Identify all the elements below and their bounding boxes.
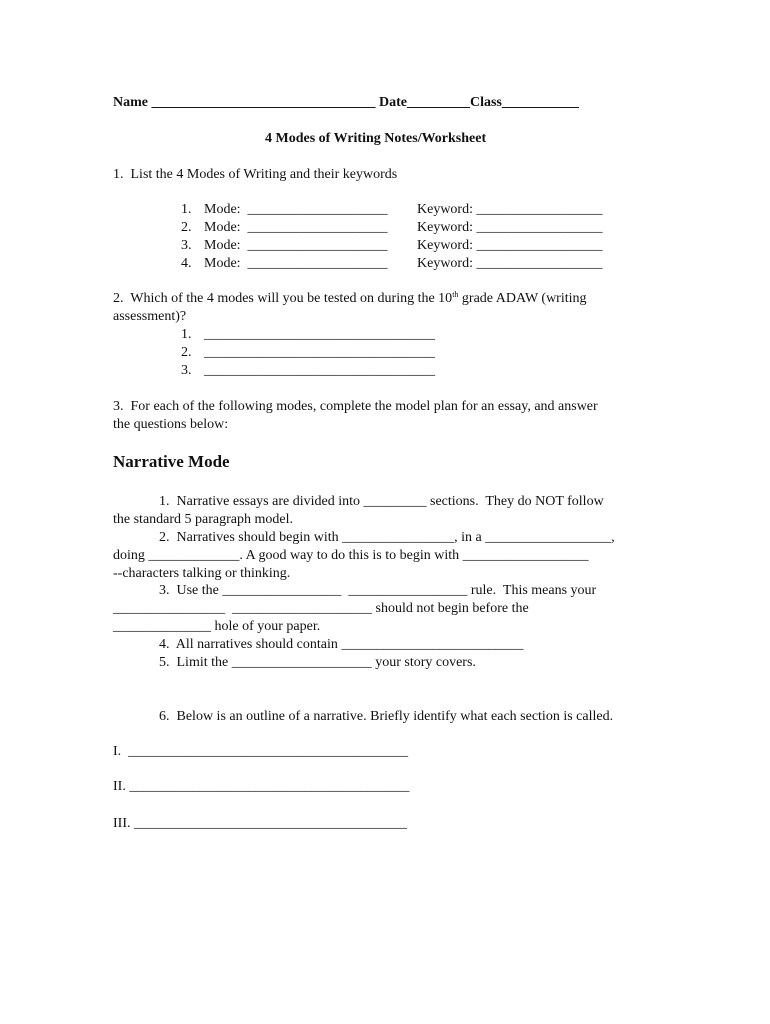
mode-item-number: 1.: [181, 202, 192, 217]
mode-item-number: 3.: [181, 238, 192, 253]
note-line: 2. Narratives should begin with ________________, in a __________________,: [159, 530, 615, 545]
name-date-class-line: Name ________________________________ Date_________Class___________: [113, 95, 579, 110]
keyword-blank: Keyword: __________________: [417, 256, 603, 271]
narrative-mode-heading: Narrative Mode: [113, 452, 230, 471]
keyword-blank: Keyword: __________________: [417, 238, 603, 253]
note-line: --characters talking or thinking.: [113, 566, 291, 581]
note-line: 1. Narrative essays are divided into _________ sections. They do NOT follow: [159, 494, 604, 509]
mode-item-number: 2.: [181, 220, 192, 235]
outline-item: II. ________________________________________: [113, 779, 410, 794]
answer-blank: _________________________________: [204, 327, 435, 342]
answer-blank: _________________________________: [204, 345, 435, 360]
answer-number: 1.: [181, 327, 192, 342]
question-2-prompt: 2. Which of the 4 modes will you be tested on during the 10th grade ADAW (writing: [113, 290, 587, 306]
note-line: the standard 5 paragraph model.: [113, 512, 293, 527]
mode-blank: Mode: ____________________: [204, 238, 388, 253]
note-line: 4. All narratives should contain __________________________: [159, 637, 524, 652]
outline-item: I. ________________________________________: [113, 744, 409, 759]
question-3-prompt-cont: the questions below:: [113, 417, 229, 432]
note-line: 5. Limit the ____________________ your story covers.: [159, 655, 476, 670]
keyword-blank: Keyword: __________________: [417, 220, 603, 235]
answer-blank: _________________________________: [204, 363, 435, 378]
note-line: ________________ ____________________ should not begin before the: [113, 601, 529, 616]
question-3-prompt: 3. For each of the following modes, complete the model plan for an essay, and answer: [113, 399, 598, 414]
keyword-blank: Keyword: __________________: [417, 202, 603, 217]
question-1-prompt: 1. List the 4 Modes of Writing and their keywords: [113, 167, 398, 182]
question-2-prompt-cont: assessment)?: [113, 309, 187, 324]
mode-item-number: 4.: [181, 256, 192, 271]
answer-number: 2.: [181, 345, 192, 360]
note-line: 3. Use the _________________ _________________ rule. This means your: [159, 583, 597, 598]
answer-number: 3.: [181, 363, 192, 378]
worksheet-title: 4 Modes of Writing Notes/Worksheet: [265, 131, 487, 146]
note-line: doing _____________. A good way to do this is to begin with __________________: [113, 548, 589, 563]
outline-item: III. _______________________________________: [113, 816, 407, 831]
mode-blank: Mode: ____________________: [204, 256, 388, 271]
note-line: ______________ hole of your paper.: [113, 619, 321, 634]
question-6-prompt: 6. Below is an outline of a narrative. Briefly identify what each section is called.: [159, 709, 614, 724]
mode-blank: Mode: ____________________: [204, 220, 388, 235]
mode-blank: Mode: ____________________: [204, 202, 388, 217]
